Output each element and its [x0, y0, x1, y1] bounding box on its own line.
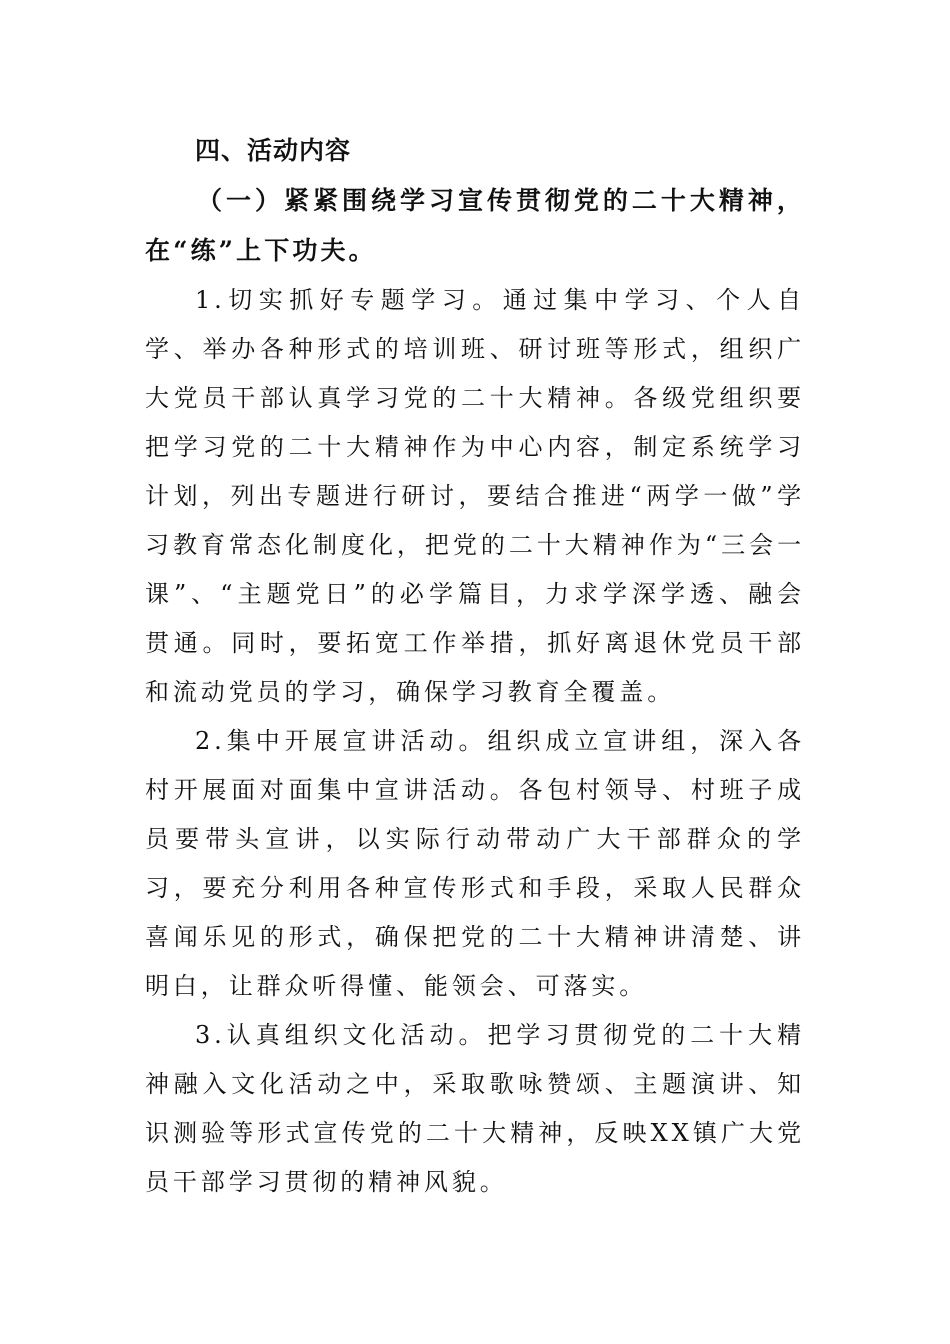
paragraph-3: 3.认真组织文化活动。把学习贯彻党的二十大精神融入文化活动之中，采取歌咏赞颂、主题演讲、知识测验等形式宣传党的二十大精神，反映XX镇广大党员干部学习贯彻的精神风貌。	[145, 1021, 805, 1196]
paragraph-2: 2.集中开展宣讲活动。组织成立宣讲组，深入各村开展面对面集中宣讲活动。各包村领导、村班子成员要带头宣讲，以实际行动带动广大干部群众的学习，要充分利用各种宣传形式和手段，采取人民群众喜闻乐见的形式，确保把党的二十大精神讲清楚、讲明白，让群众听得懂、能领会、可落实。	[145, 727, 805, 1000]
section-heading: 四、活动内容	[195, 136, 352, 165]
subsection-heading: （一）紧紧围绕学习宣传贯彻党的二十大精神，在“练”上下功夫。	[145, 186, 805, 265]
paragraph-1: 1.切实抓好专题学习。通过集中学习、个人自学、举办各种形式的培训班、研讨班等形式，组织广大党员干部认真学习党的二十大精神。各级党组织要把学习党的二十大精神作为中心内容，制定系统学习计划，列出专题进行研讨，要结合推进“两学一做”学习教育常态化制度化，把党的二十大精神作为“三会一课”、“主题党日”的必学篇目，力求学深学透、融会贯通。同时，要拓宽工作举措，抓好离退休党员干部和流动党员的学习，确保学习教育全覆盖。	[145, 286, 805, 706]
document-page	[145, 126, 805, 1207]
